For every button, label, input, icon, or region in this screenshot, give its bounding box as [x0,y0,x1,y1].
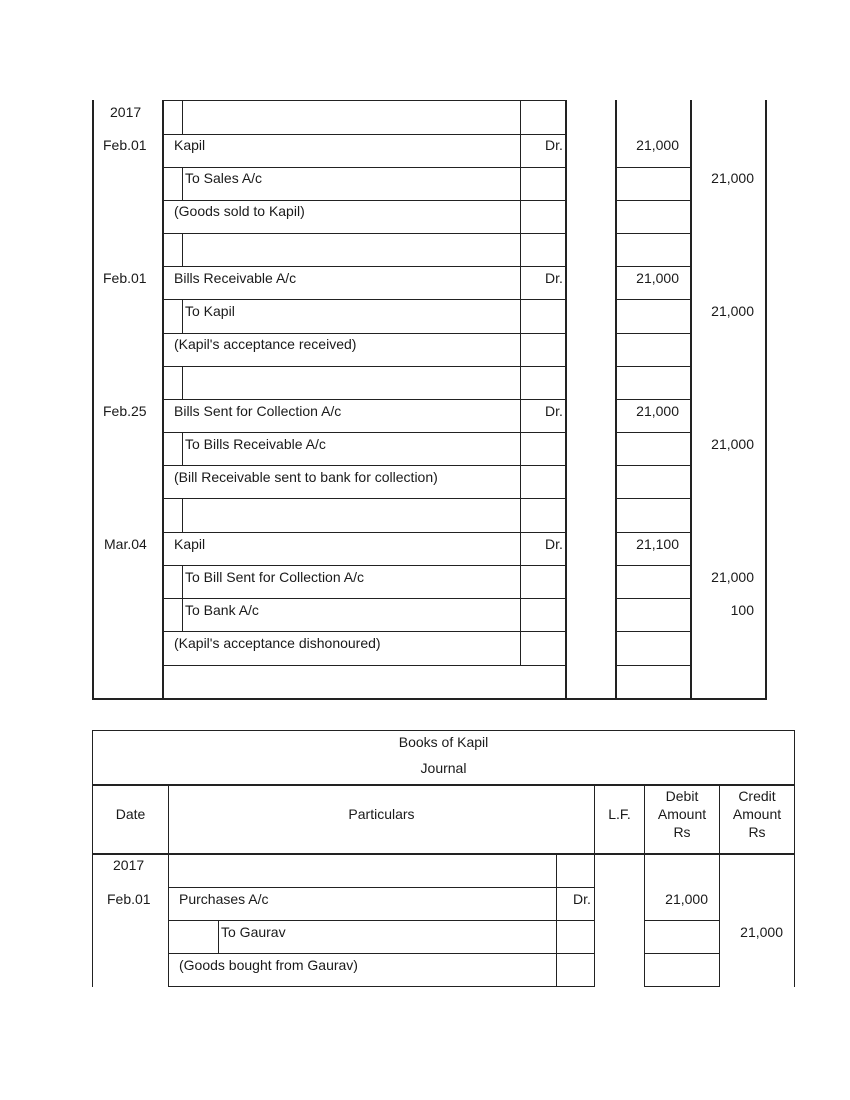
t1-credit-account: To Bills Receivable A/c [185,436,326,452]
t1-debit-line [615,631,691,632]
t1-debit-line [615,598,691,599]
t2-narration: (Goods bought from Gaurav) [179,957,358,973]
t2-debit-amount: 21,000 [665,891,708,907]
t1-debit-account: Kapil [174,137,206,153]
t1-row-line [162,532,566,533]
t1-debit-line [615,532,691,533]
t1-credit-account: To Bill Sent for Collection A/c [185,569,364,585]
col-particulars-header: Particulars [348,806,415,822]
t1-row-line [162,631,566,632]
t1-indent-line [182,366,183,399]
t1-debit-account: Bills Sent for Collection A/c [174,403,342,419]
t1-credit-amount: 21,000 [711,569,754,585]
t1-debit-line [615,299,691,300]
col-credit-header: Rs [748,824,766,840]
t2-credit-account: To Gaurav [221,924,286,940]
t1-debit-amount: 21,100 [636,536,679,552]
t1-dr-marker: Dr. [545,137,563,153]
t2-debit-line [644,953,720,954]
t1-dr-marker: Dr. [545,270,563,286]
t1-debit-line [615,366,691,367]
t1-debit-line [615,498,691,499]
t2-debit-line [644,986,720,987]
t2-debit-line [644,920,720,921]
t1-row-line [162,665,566,666]
t1-year: 2017 [110,104,142,120]
t2-dr-marker: Dr. [573,891,591,907]
t1-debit-line [615,432,691,433]
t1-debit-account: Kapil [174,536,206,552]
t1-debit-amount: 21,000 [636,403,679,419]
t1-credit-account: To Sales A/c [185,170,263,186]
t2-row-line [168,920,595,921]
t2-debit-account: Purchases A/c [179,891,269,907]
t1-entry-date: Feb.25 [103,403,147,419]
t1-row-line [162,134,566,135]
t1-narration: (Bill Receivable sent to bank for collection) [174,469,438,485]
t1-debit-line [615,266,691,267]
t1-row-line [162,366,566,367]
t2-row-line [168,887,595,888]
t1-credit-amount: 21,000 [711,303,754,319]
t1-dr-marker: Dr. [545,403,563,419]
t1-row-line [162,565,566,566]
t1-row-line [162,167,566,168]
t1-credit-amount: 100 [730,602,754,618]
t1-dr-marker: Dr. [545,536,563,552]
t1-debit-line [615,200,691,201]
t1-right-border [765,100,767,699]
t2-year: 2017 [113,857,145,873]
t2-title-divider [92,784,795,786]
t1-left-border [92,100,94,699]
t1-debit-line [615,399,691,400]
t2-row-line [168,953,595,954]
t2-right-border [794,730,795,987]
t1-row-line [162,333,566,334]
col-debit-header: Amount [657,806,707,822]
col-lf-header: L.F. [608,806,631,822]
t1-credit-amount: 21,000 [711,436,754,452]
t1-debit-line [615,565,691,566]
t1-row-line [162,233,566,234]
t1-credit-account: To Bank A/c [185,602,259,618]
col-date-header: Date [115,806,146,822]
t1-indent-line [182,565,183,631]
t1-row-line [162,200,566,201]
t1-debit-amount: 21,000 [636,270,679,286]
col-credit-header: Credit [738,788,776,804]
t2-header-divider [92,853,795,855]
t1-debit-line [615,333,691,334]
t1-entry-date: Feb.01 [103,137,147,153]
t2-indent-line [218,920,219,953]
t1-indent-line [182,498,183,532]
t1-indent-line [182,233,183,266]
t1-indent-line [182,167,183,200]
t1-row-line [162,432,566,433]
t2-row-line [168,986,595,987]
t1-narration: (Kapil's acceptance dishonoured) [174,635,381,651]
t1-row-line [162,266,566,267]
t1-indent-line [182,100,183,134]
t1-bottom-border [92,698,767,700]
t1-row-line [162,399,566,400]
t1-row-line [162,465,566,466]
t1-entry-date: Mar.04 [104,536,147,552]
t1-indent-line [182,432,183,465]
t2-top-border [92,730,795,731]
t1-particulars-top [162,100,566,101]
t1-entry-date: Feb.01 [103,270,147,286]
t1-dr-divider [520,100,521,665]
t2-entry-date: Feb.01 [107,891,151,907]
t2-credit-amount: 21,000 [740,924,783,940]
col-debit-header: Debit [665,788,699,804]
t1-credit-amount: 21,000 [711,170,754,186]
t1-row-line [162,498,566,499]
t1-debit-account: Bills Receivable A/c [174,270,297,286]
t1-indent-line [182,299,183,333]
journal-subheading: Journal [420,760,467,776]
t1-debit-line [615,465,691,466]
t1-row-line [162,598,566,599]
t1-credit-account: To Kapil [185,303,235,319]
t1-debit-line [615,233,691,234]
book-heading: Books of Kapil [398,734,489,750]
t1-debit-line [615,665,691,666]
col-debit-header: Rs [673,824,691,840]
col-credit-header: Amount [732,806,782,822]
t1-debit-amount: 21,000 [636,137,679,153]
t1-debit-line [615,167,691,168]
t1-narration: (Kapil's acceptance received) [174,336,357,352]
t1-narration: (Goods sold to Kapil) [174,203,305,219]
t1-row-line [162,299,566,300]
